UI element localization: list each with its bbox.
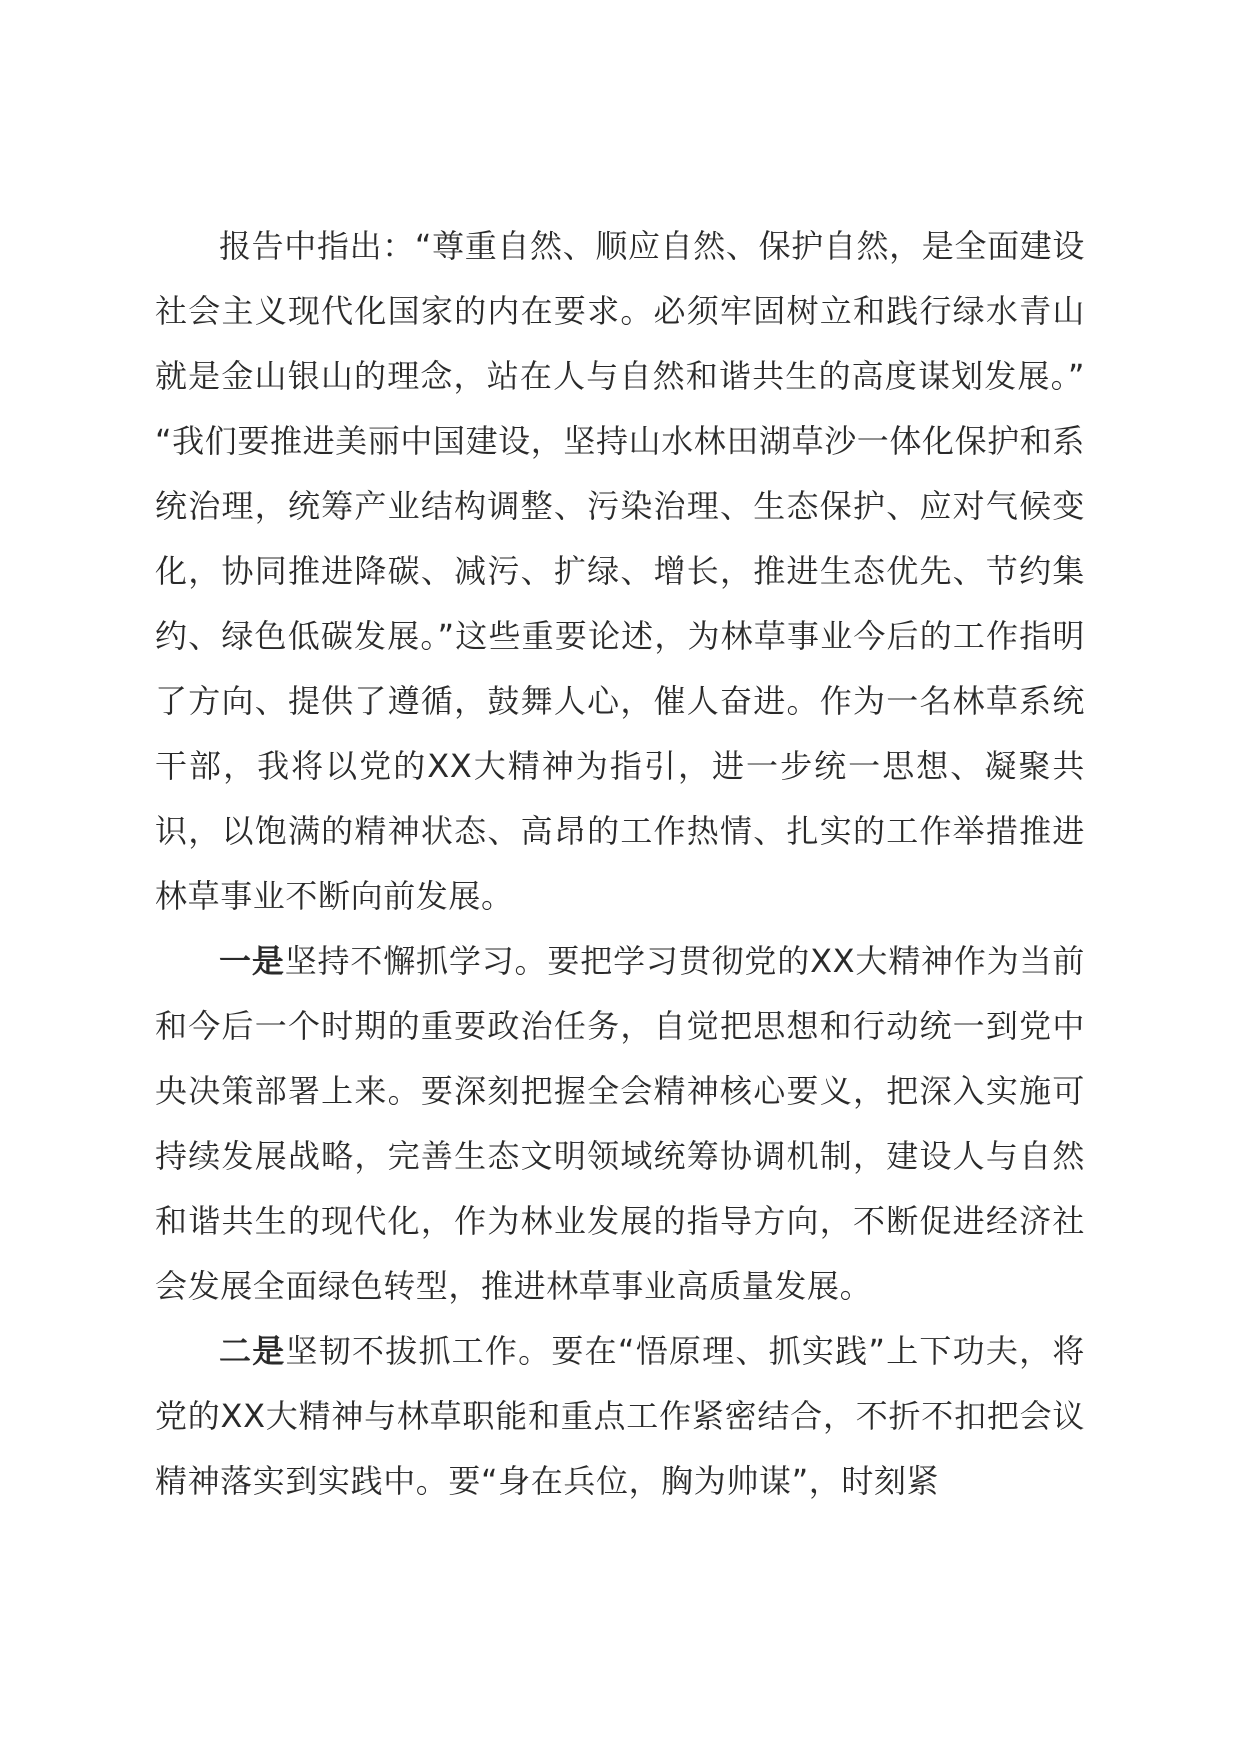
paragraph-point-two-text: 坚韧不拔抓工作。要在“悟原理、抓实践”上下功夫，将党的XX大精神与林草职能和重点工作紧密结合，不折不扣把会议精神落实到实践中。要“身在兵位，胸为帅谋”，时刻紧 [155,1332,1085,1500]
paragraph-intro [155,214,1085,929]
paragraph-point-two [155,1319,1085,1514]
document-body [155,214,1085,1514]
paragraph-point-two-lead: 二是 [219,1332,286,1370]
paragraph-point-one-lead: 一是 [219,942,285,980]
paragraph-intro-text: 报告中指出：“尊重自然、顺应自然、保护自然，是全面建设社会主义现代化国家的内在要求。必须牢固树立和践行绿水青山就是金山银山的理念，站在人与自然和谐共生的高度谋划发展。” “我们要推进美丽中国建设，坚持山水林田湖草沙一体化保护和系统治理，统筹产业结构调整、污染治理、生态保护、应对气候变化，协同推进降碳、减污、扩绿、增长，推进生态优先、节约集约、绿色低碳发展。”这些重要论述，为林草事业今后的工作指明了方向、提供了遵循，鼓舞人心，催人奋进。作为一名林草系统干部，我将以党的XX大精神为指引，进一步统一思想、凝聚共识，以饱满的精神状态、高昂的工作热情、扎实的工作举措推进林草事业不断向前发展。 [155,227,1085,915]
paragraph-point-one-text: 坚持不懈抓学习。要把学习贯彻党的XX大精神作为当前和今后一个时期的重要政治任务，自觉把思想和行动统一到党中央决策部署上来。要深刻把握全会精神核心要义，把深入实施可持续发展战略，完善生态文明领域统筹协调机制，建设人与自然和谐共生的现代化，作为林业发展的指导方向，不断促进经济社会发展全面绿色转型，推进林草事业高质量发展。 [155,942,1085,1305]
paragraph-point-one [155,929,1085,1319]
